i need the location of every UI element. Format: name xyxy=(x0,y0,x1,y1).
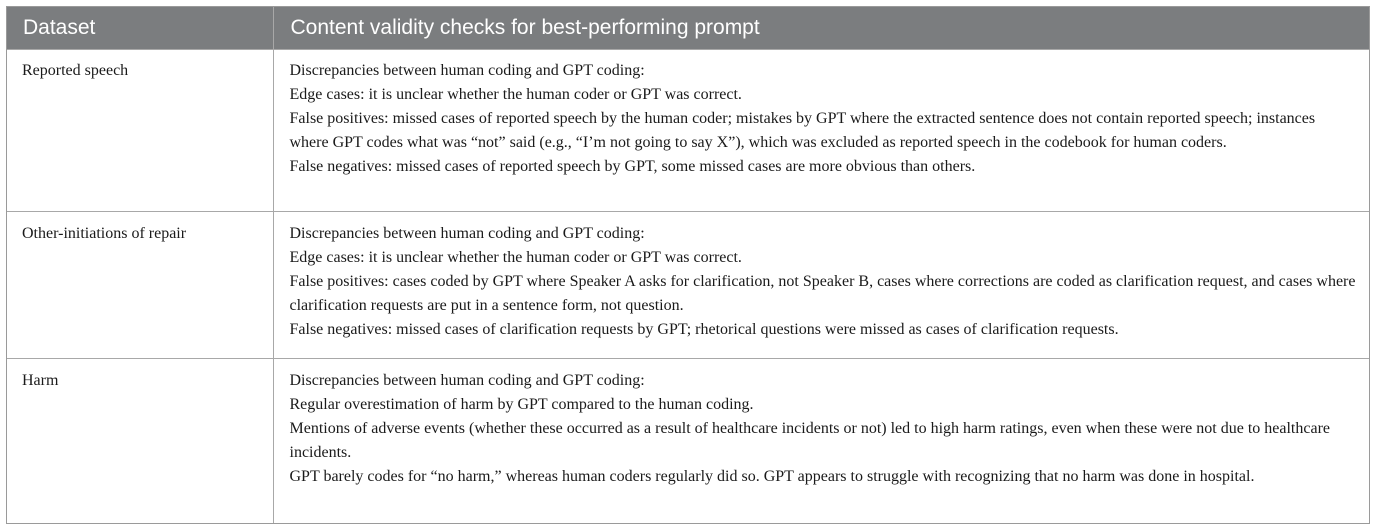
header-row xyxy=(7,7,1369,50)
checks-cell xyxy=(273,212,1369,359)
check-line: Edge cases: it is unclear whether the human coder or GPT was correct. xyxy=(289,249,742,266)
header-content-validity-checks: Content validity checks for best-performing prompt xyxy=(273,7,1369,50)
table-header xyxy=(7,7,1369,50)
checks-cell xyxy=(273,359,1369,524)
check-line: False positives: missed cases of reported speech by the human coder; mistakes by GPT where the extracted sentence does not contain reported speech; instances where GPT codes what was “not” said (e.g., “I’m not going to say X”), which was excluded as reported speech in the codebook for human coders. xyxy=(289,110,1316,151)
table-row xyxy=(7,50,1369,212)
dataset-cell: Harm xyxy=(7,359,273,524)
dataset-cell: Reported speech xyxy=(7,50,273,212)
check-line: Edge cases: it is unclear whether the human coder or GPT was correct. xyxy=(289,86,742,103)
check-line: Discrepancies between human coding and GPT coding: xyxy=(289,225,645,242)
table xyxy=(7,7,1369,523)
dataset-cell: Other-initiations of repair xyxy=(7,212,273,359)
check-line: Discrepancies between human coding and GPT coding: xyxy=(289,62,645,79)
check-line: False positives: cases coded by GPT where Speaker A asks for clarification, not Speaker B, cases where corrections are coded as clarification request, and cases where clarification requests are put in a sentence form, not question. xyxy=(289,273,1356,314)
checks-cell xyxy=(273,50,1369,212)
check-line: Mentions of adverse events (whether these occurred as a result of healthcare incidents or not) led to high harm ratings, even when these were not due to healthcare incidents. xyxy=(289,420,1330,461)
table-row xyxy=(7,212,1369,359)
header-dataset: Dataset xyxy=(7,7,273,50)
check-line: GPT barely codes for “no harm,” whereas human coders regularly did so. GPT appears to struggle with recognizing that no harm was done in hospital. xyxy=(289,468,1255,485)
check-line: Discrepancies between human coding and GPT coding: xyxy=(289,372,645,389)
check-line: Regular overestimation of harm by GPT compared to the human coding. xyxy=(289,396,754,413)
table-row xyxy=(7,359,1369,524)
check-line: False negatives: missed cases of clarification requests by GPT; rhetorical questions were missed as cases of clarification requests. xyxy=(289,321,1119,338)
table-body xyxy=(7,50,1369,524)
content-validity-table xyxy=(6,6,1370,524)
check-line: False negatives: missed cases of reported speech by GPT, some missed cases are more obvious than others. xyxy=(289,158,976,175)
